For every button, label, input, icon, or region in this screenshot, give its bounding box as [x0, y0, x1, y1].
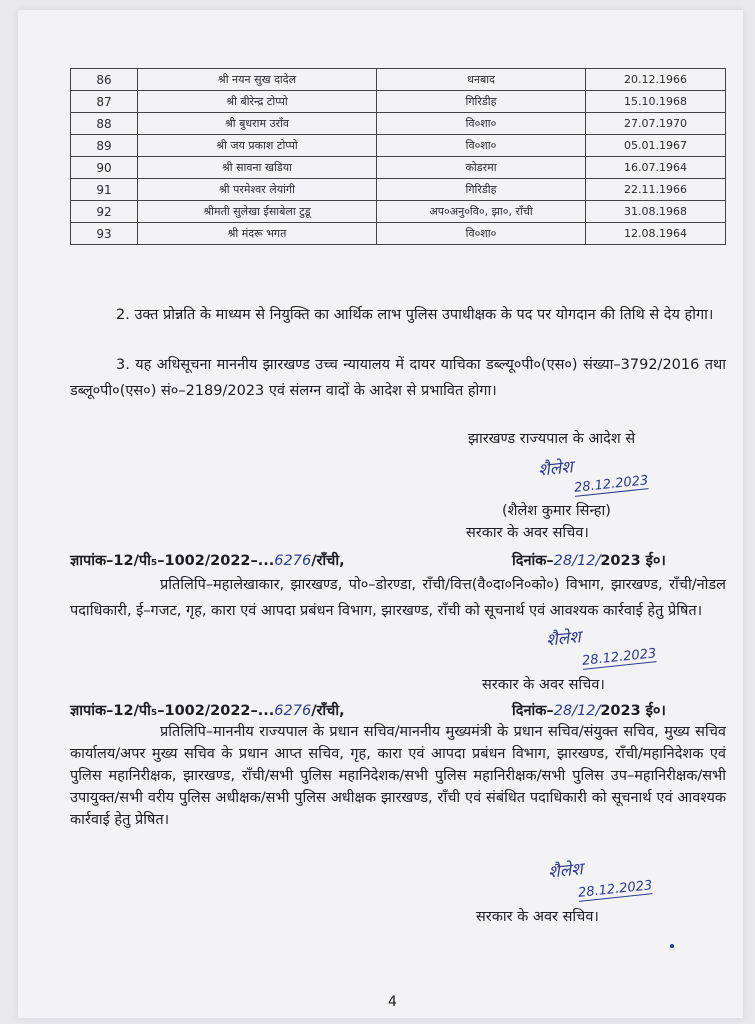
- date-of-birth: 16.07.1964: [586, 157, 726, 179]
- table-row: [71, 157, 726, 179]
- officer-name: श्री परमेश्वर लेयांगी: [138, 179, 377, 201]
- signatory-name: (शैलेश कुमार सिन्हा): [502, 503, 611, 519]
- signature-3-date: 28.12.2023: [577, 878, 653, 901]
- date-of-birth: 20.12.1966: [586, 69, 726, 91]
- signature-2-date: 28.12.2023: [581, 646, 657, 669]
- paragraph-3: 3. यह अधिसूचना माननीय झारखण्ड उच्च न्यायालय में दायर याचिका डब्ल्यू०पी०(एस०) संख्या–3792/2016 तथा डब्लू०पी०(एस०) सं०–2189/2023 एवं संलग्न वादों के आदेश से प्रभावित होगा।: [70, 357, 726, 399]
- designation-3: सरकार के अवर सचिव।: [476, 909, 599, 925]
- date-of-birth: 15.10.1968: [586, 91, 726, 113]
- memo-1-date-hand: 28/12/: [553, 553, 601, 569]
- page-number: 4: [388, 994, 397, 1010]
- posting-place: गिरिडीह: [377, 179, 586, 201]
- document-page: [18, 10, 743, 1018]
- serial-number: 86: [71, 69, 138, 91]
- designation-2: सरकार के अवर सचिव।: [482, 677, 605, 693]
- table-row: [71, 69, 726, 91]
- posting-place: अप०अनु०वि०, झा०, राँची: [377, 201, 586, 223]
- memo-2-number: 6276: [274, 703, 312, 719]
- memo-2-prefix: ज्ञापांक–12/पी₅–1002/2022–...: [70, 703, 275, 719]
- signature-2: शैलेश: [545, 627, 582, 651]
- officer-name: श्री बुधराम उराँव: [138, 113, 377, 135]
- designation-1: सरकार के अवर सचिव।: [466, 525, 589, 541]
- posting-place: वि०शा०: [377, 113, 586, 135]
- serial-number: 93: [71, 223, 138, 245]
- officer-name: श्रीमती सुलेखा ईसाबेला टुडू: [138, 201, 377, 223]
- memo-1-number: 6276: [274, 553, 312, 569]
- table-row: [71, 223, 726, 245]
- copy-2: प्रतिलिपि–माननीय राज्यपाल के प्रधान सचिव/माननीय मुख्यमंत्री के प्रधान सचिव/संयुक्त सचिव, मुख्य सचिव कार्यालय/अपर मुख्य सचिव के प्रधान आप्त सचिव, गृह, कारा एवं आपदा प्रबंधन विभाग, झारखण्ड, राँची/महानिदेशक एवं पुलिस महानिरीक्षक, झारखण्ड, राँची/सभी पुलिस महानिदेशक/सभी पुलिस महानिरीक्षक/सभी पुलिस उप–महानिरीक्षक/सभी उपायुक्त/सभी वरीय पुलिस अधीक्षक/सभी पुलिस अधीक्षक झारखण्ड, राँची एवं संबंधित पदाधिकारी को सूचनार्थ एवं आवश्यक कार्रवाई हेतु प्रेषित।: [70, 724, 726, 828]
- signature-1-date: 28.12.2023: [573, 473, 649, 496]
- date-of-birth: 05.01.1967: [586, 135, 726, 157]
- date-of-birth: 22.11.1966: [586, 179, 726, 201]
- table-row: [71, 91, 726, 113]
- signature-1: शैलेश: [537, 457, 574, 481]
- serial-number: 87: [71, 91, 138, 113]
- date-of-birth: 31.08.1968: [586, 201, 726, 223]
- serial-number: 90: [71, 157, 138, 179]
- posting-place: कोडरमा: [377, 157, 586, 179]
- memo-1-suffix: /राँची,: [311, 553, 345, 569]
- officer-name: श्री नयन सुख दादेल: [138, 69, 377, 91]
- officer-name: श्री सावना खडिया: [138, 157, 377, 179]
- serial-number: 91: [71, 179, 138, 201]
- signature-3: शैलेश: [547, 859, 584, 883]
- memo-line-2: [70, 700, 726, 720]
- memo-line-1: [70, 550, 726, 570]
- memo-2-date-tail: 2023 ई०।: [600, 703, 666, 719]
- memo-2-suffix: /राँची,: [311, 703, 345, 719]
- table-row: [71, 179, 726, 201]
- order-line: झारखण्ड राज्यपाल के आदेश से: [468, 431, 636, 447]
- officer-table: [70, 68, 726, 245]
- officer-name: श्री मंदरू भगत: [138, 223, 377, 245]
- ink-dot: [670, 944, 674, 948]
- memo-2-date-hand: 28/12/: [553, 703, 601, 719]
- memo-2-date-label: दिनांक–: [512, 703, 554, 719]
- memo-1-date-tail: 2023 ई०।: [600, 553, 666, 569]
- date-of-birth: 12.08.1964: [586, 223, 726, 245]
- copy-1: प्रतिलिपि–महालेखाकार, झारखण्ड, पो०–डोरण्डा, राँची/वित्त(वै०दा०नि०को०) विभाग, झारखण्ड, राँची/नोडल पदाधिकारी, ई–गजट, गृह, कारा एवं आपदा प्रबंधन विभाग, झारखण्ड, राँची को सूचनार्थ एवं आवश्यक कार्रवाई हेतु प्रेषित।: [70, 577, 726, 619]
- memo-1-prefix: ज्ञापांक–12/पी₅–1002/2022–...: [70, 553, 275, 569]
- posting-place: वि०शा०: [377, 223, 586, 245]
- table-row: [71, 135, 726, 157]
- serial-number: 88: [71, 113, 138, 135]
- date-of-birth: 27.07.1970: [586, 113, 726, 135]
- paragraph-2: 2. उक्त प्रोन्नति के माध्यम से नियुक्ति का आर्थिक लाभ पुलिस उपाधीक्षक के पद पर योगदान की तिथि से देय होगा।: [116, 307, 714, 323]
- officer-name: श्री जय प्रकाश टोप्पो: [138, 135, 377, 157]
- posting-place: गिरिडीह: [377, 91, 586, 113]
- table-row: [71, 201, 726, 223]
- memo-1-date-label: दिनांक–: [512, 553, 554, 569]
- posting-place: धनबाद: [377, 69, 586, 91]
- officer-name: श्री बीरेन्द्र टोप्पो: [138, 91, 377, 113]
- posting-place: वि०शा०: [377, 135, 586, 157]
- serial-number: 92: [71, 201, 138, 223]
- serial-number: 89: [71, 135, 138, 157]
- table-row: [71, 113, 726, 135]
